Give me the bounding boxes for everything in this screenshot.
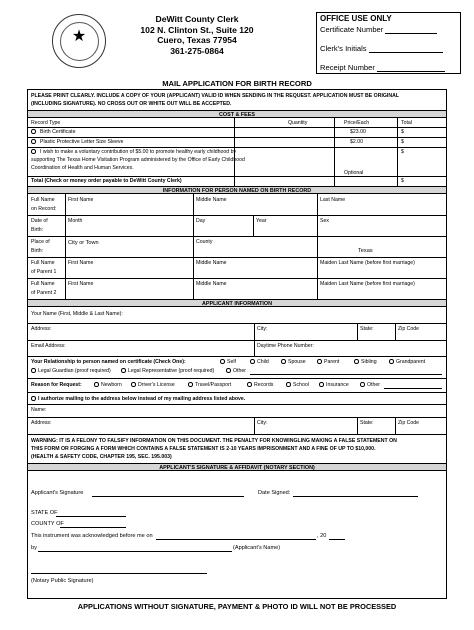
notary-signature-line[interactable]	[31, 573, 207, 574]
authorize-radio[interactable]	[31, 396, 36, 401]
your-name-field[interactable]: Your Name (First, Middle & Last Name):	[31, 311, 123, 317]
reason-label: Reason for Request:	[31, 382, 82, 388]
rel-spouse-label: Spouse	[288, 359, 306, 365]
rel-legal-rep-label: Legal Representative (proof required)	[128, 368, 215, 374]
parent1-maiden-name[interactable]: Maiden Last Name (before first marriage)	[320, 260, 415, 266]
by-label: by	[31, 545, 37, 551]
alt-name-field[interactable]: Name:	[31, 407, 47, 413]
application-form	[27, 89, 447, 599]
state-of-line[interactable]	[56, 516, 126, 517]
contribution-line3: Coordination of Health and Human Services.	[31, 165, 134, 171]
by-suffix-label: (Applicant's Name)	[233, 545, 281, 551]
sleeve-label: Plastic Protective Letter Size Sleeve	[40, 139, 124, 145]
applicant-info-band: APPLICANT INFORMATION	[28, 299, 446, 307]
parent1-label-1: Full Name	[31, 260, 55, 266]
receipt-number-field[interactable]: Receipt Number	[320, 63, 445, 72]
state-field-applicant[interactable]: State:	[360, 326, 374, 332]
rel-grandparent-radio[interactable]	[389, 359, 394, 364]
affidavit-band: APPLICANT'S SIGNATURE & AFFIDAVIT (NOTARY SECTION)	[28, 463, 446, 471]
alt-city-field[interactable]: City:	[257, 420, 268, 426]
office-use-box	[316, 12, 461, 74]
city-field[interactable]: City or Town	[68, 240, 99, 246]
instructions-line2: (INCLUDING SIGNATURE). NO CROSS OUT OR WHITE OUT WILL BE ACCEPTED.	[31, 101, 232, 107]
cert-number-field[interactable]: Certificate Number	[320, 25, 437, 34]
last-name-field[interactable]: Last Name	[320, 197, 346, 203]
form-title: MAIL APPLICATION FOR BIRTH RECORD	[162, 79, 312, 88]
reason-school-radio[interactable]	[286, 382, 291, 387]
applicant-signature-label: Applicant's Signature	[31, 490, 84, 496]
parent1-first-name[interactable]: First Name	[68, 260, 94, 266]
reason-travel-radio[interactable]	[188, 382, 193, 387]
rel-guardian-label: Legal Guardian (proof required)	[38, 368, 111, 374]
county-of-label: COUNTY OF	[31, 521, 64, 527]
year-prefix-label: , 20	[317, 533, 327, 539]
date-signed-line[interactable]	[293, 496, 418, 497]
contribution-radio[interactable]	[31, 149, 36, 154]
reason-school-label: School	[293, 382, 309, 388]
reason-insurance-radio[interactable]	[319, 382, 324, 387]
office-use-title: OFFICE USE ONLY	[320, 14, 392, 23]
birth-certificate-radio[interactable]	[31, 129, 36, 134]
rel-child-label: Child	[257, 359, 269, 365]
rel-other-line[interactable]	[250, 374, 442, 375]
rel-other-label: Other	[233, 368, 246, 374]
birth-certificate-price: $23.00	[350, 129, 366, 135]
office-address2: Cuero, Texas 77954	[157, 35, 237, 45]
reason-records-label: Records	[254, 382, 274, 388]
office-address1: 102 N. Clinton St., Suite 120	[140, 24, 254, 35]
col-quantity: Quantity	[288, 120, 308, 126]
contribution-total[interactable]: $	[401, 149, 404, 155]
city-field-applicant[interactable]: City:	[257, 326, 268, 332]
county-of-line[interactable]	[60, 527, 126, 528]
contribution-price: Optional	[344, 170, 364, 176]
rel-parent-label: Parent	[324, 359, 340, 365]
reason-insurance-label: Insurance	[326, 382, 349, 388]
county-field[interactable]: County	[196, 239, 213, 245]
full-name-label-2: on Record:	[31, 206, 57, 212]
email-field[interactable]: Email Address:	[31, 343, 66, 349]
parent2-label-2: of Parent 2	[31, 290, 57, 296]
warning-line3: (HEALTH & SAFETY CODE, CHAPTER 195, SEC. 195.003)	[31, 454, 172, 460]
relationship-label: Your Relationship to person named on certificate (Check One):	[31, 359, 186, 365]
pob-label-1: Place of	[31, 239, 50, 245]
sleeve-price: $2.00	[350, 139, 363, 145]
month-field[interactable]: Month	[68, 218, 83, 224]
rel-grandparent-label: Grandparent	[396, 359, 426, 365]
instructions-line1: PLEASE PRINT CLEARLY. INCLUDE A COPY OF YOUR (APPLICANT) VALID ID WHEN SENDING IN THE REQUEST. APPLICATION MUST BE ORIGINAL	[31, 93, 400, 99]
rel-self-radio[interactable]	[220, 359, 225, 364]
rel-other-radio[interactable]	[226, 368, 231, 373]
contribution-line2: supporting The Texas Home Visitation Program administered by the Office of Early Childhood	[31, 157, 245, 163]
birth-certificate-total[interactable]: $	[401, 129, 404, 135]
parent2-first-name[interactable]: First Name	[68, 281, 94, 287]
parent2-middle-name[interactable]: Middle Name	[196, 281, 227, 287]
warning-line1: WARNING: IT IS A FELONY TO FALSIFY INFORMATION ON THIS DOCUMENT. THE PENALTY FOR KNOWINGLING MAKING A FALSE STATEMENT ON	[31, 438, 397, 444]
rel-guardian-radio[interactable]	[31, 368, 36, 373]
office-name: DeWitt County Clerk	[155, 14, 239, 24]
rel-parent-radio[interactable]	[317, 359, 322, 364]
rel-legal-rep-radio[interactable]	[121, 368, 126, 373]
col-total: Total	[401, 120, 412, 126]
applicant-signature-line[interactable]	[92, 496, 244, 497]
col-record-type: Record Type	[31, 120, 61, 126]
acknowledged-date-line[interactable]	[156, 539, 316, 540]
pob-label-2: Birth:	[31, 248, 44, 254]
middle-name-field[interactable]: Middle Name	[196, 197, 227, 203]
address-field[interactable]: Address:	[31, 326, 52, 332]
reason-license-label: Driver's License	[138, 382, 175, 388]
footer-notice: APPLICATIONS WITHOUT SIGNATURE, PAYMENT & PHOTO ID WILL NOT BE PROCESSED	[77, 602, 397, 611]
sex-field[interactable]: Sex	[320, 218, 329, 224]
dob-label-1: Date of	[31, 218, 48, 224]
reason-other-label: Other	[367, 382, 380, 388]
notary-signature-label: (Notary Public Signature)	[31, 578, 94, 584]
contribution-line1: I wish to make a voluntary contribution of $5.00 to promote healthy early childhood by	[40, 149, 237, 155]
parent2-label-1: Full Name	[31, 281, 55, 287]
reason-travel-label: Travel/Passport	[195, 382, 232, 388]
rel-self-label: Self	[227, 359, 236, 365]
dob-label-2: Birth:	[31, 227, 44, 233]
phone-field[interactable]: Daytime Phone Number:	[257, 343, 314, 349]
acknowledged-label: This instrument was acknowledged before me on	[31, 533, 153, 539]
sleeve-radio[interactable]	[31, 139, 36, 144]
year-line[interactable]	[329, 539, 345, 540]
parent2-maiden-name[interactable]: Maiden Last Name (before first marriage)	[320, 281, 415, 287]
reason-license-radio[interactable]	[131, 382, 136, 387]
alt-zip-field[interactable]: Zip Code	[398, 420, 420, 426]
birth-certificate-label: Birth Certificate	[40, 129, 76, 135]
rel-sibling-label: Sibling	[361, 359, 377, 365]
alt-state-field[interactable]: State:	[360, 420, 374, 426]
clerk-initials-field[interactable]: Clerk's Initials	[320, 44, 443, 53]
day-field[interactable]: Day	[196, 218, 206, 224]
reason-records-radio[interactable]	[247, 382, 252, 387]
office-phone: 361-275-0864	[170, 45, 224, 56]
parent1-label-2: of Parent 1	[31, 269, 57, 275]
col-price: Price/Each	[344, 120, 370, 126]
person-info-band: INFORMATION FOR PERSON NAMED ON BIRTH RECORD	[28, 186, 446, 194]
reason-newborn-radio[interactable]	[94, 382, 99, 387]
reason-newborn-label: Newborn	[101, 382, 122, 388]
reason-other-radio[interactable]	[360, 382, 365, 387]
by-line[interactable]	[38, 551, 232, 552]
year-field[interactable]: Year	[256, 218, 267, 224]
warning-line2: THIS FORM OR FORGING A FORM WHICH CONTAINS A FALSE STATEMENT IS 2-10 YEARS IMPRISONMENT AND A FINE OF UP TO $10,000.	[31, 446, 376, 452]
county-seal	[52, 14, 106, 68]
total-value[interactable]: $	[401, 178, 404, 184]
authorize-label: I authorize mailing to the address below instead of my mailing address listed above.	[38, 396, 246, 402]
state-value: Texas	[358, 248, 373, 254]
parent1-middle-name[interactable]: Middle Name	[196, 260, 227, 266]
rel-sibling-radio[interactable]	[354, 359, 359, 364]
total-label: Total (Check or money order payable to DeWitt County Clerk)	[31, 178, 182, 184]
sleeve-total[interactable]: $	[401, 139, 404, 145]
cost-fees-band: COST & FEES	[28, 110, 446, 118]
first-name-field[interactable]: First Name	[68, 197, 94, 203]
reason-other-line[interactable]	[384, 388, 442, 389]
zip-field-applicant[interactable]: Zip Code	[398, 326, 420, 332]
rel-child-radio[interactable]	[250, 359, 255, 364]
county-header	[112, 14, 282, 56]
date-signed-label: Date Signed:	[258, 490, 291, 496]
full-name-label-1: Full Name	[31, 197, 55, 203]
star-icon: ★	[71, 28, 87, 45]
alt-address-field[interactable]: Address:	[31, 420, 52, 426]
rel-spouse-radio[interactable]	[281, 359, 286, 364]
state-of-label: STATE OF	[31, 510, 58, 516]
